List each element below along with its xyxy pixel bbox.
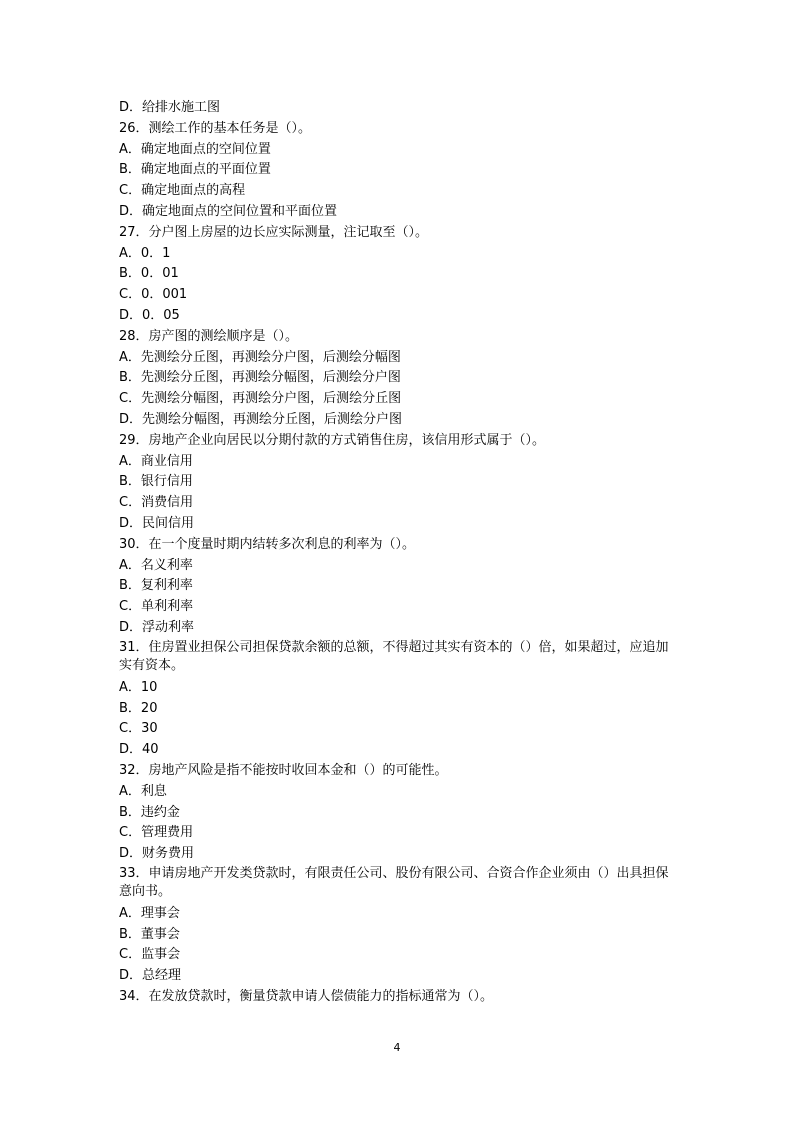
option-line: C．管理费用 [119,825,194,841]
option-line: A．商业信用 [119,453,193,469]
option-line: D．民间信用 [119,515,195,531]
question-31: 31．住房置业担保公司担保贷款余额的总额，不得超过其实有资本的（）倍，如果超过，应追加实有资本。 [119,639,669,673]
text-line: D．给排水施工图 [119,100,221,115]
option-line: B．违约金 [119,804,180,820]
option-line: D．确定地面点的空间位置和平面位置 [119,203,338,219]
option-line: A．利息 [119,783,167,799]
option-line: B．银行信用 [119,474,193,490]
option-line: C．单利利率 [119,599,194,615]
option-line: C．30 [119,721,158,737]
option-line: C．0．001 [119,287,188,303]
document-body [119,98,679,1008]
option-line: D．0．05 [119,307,180,323]
option-line: C．确定地面点的高程 [119,183,246,199]
option-line: D．40 [119,742,159,758]
question-32: 32．房地产风险是指不能按时收回本金和（）的可能性。 [119,762,448,778]
option-line: C．消费信用 [119,495,194,511]
option-line: A．先测绘分丘图，再测绘分户图，后测绘分幅图 [119,349,401,365]
option-line: A．理事会 [119,905,180,921]
question-28: 28．房产图的测绘顺序是（）。 [119,328,299,344]
option-line: B．先测绘分丘图，再测绘分幅图，后测绘分户图 [119,370,401,386]
option-line: B．20 [119,700,158,716]
question-30: 30．在一个度量时期内结转多次利息的利率为（）。 [119,536,416,552]
option-line: D．财务费用 [119,846,195,862]
option-line: B．确定地面点的平面位置 [119,162,271,178]
option-line: B．董事会 [119,926,180,942]
question-33: 33．申请房地产开发类贷款时，有限责任公司、股份有限公司、合资合作企业须由（）出具担保意向书。 [119,865,669,899]
option-line: D．浮动利率 [119,619,195,635]
page-number: 4 [393,1041,401,1054]
option-line: A．确定地面点的空间位置 [119,141,271,157]
question-34: 34．在发放贷款时，衡量贷款申请人偿债能力的指标通常为（）。 [119,989,494,1005]
option-line: C．监事会 [119,947,181,963]
question-29: 29．房地产企业向居民以分期付款的方式销售住房，该信用形式属于（）。 [119,432,546,448]
question-26: 26．测绘工作的基本任务是（）。 [119,120,312,136]
option-line: C．先测绘分幅图，再测绘分户图，后测绘分丘图 [119,391,402,407]
option-line: A．名义利率 [119,557,193,573]
option-line: B．复利利率 [119,578,193,594]
option-line: B．0．01 [119,266,179,282]
option-line: D．先测绘分幅图，再测绘分丘图，后测绘分户图 [119,411,403,427]
question-27: 27．分户图上房屋的边长应实际测量，注记取至（）。 [119,224,429,240]
option-line: A．10 [119,679,158,695]
option-line: A．0．1 [119,245,171,261]
option-line: D．总经理 [119,968,182,984]
